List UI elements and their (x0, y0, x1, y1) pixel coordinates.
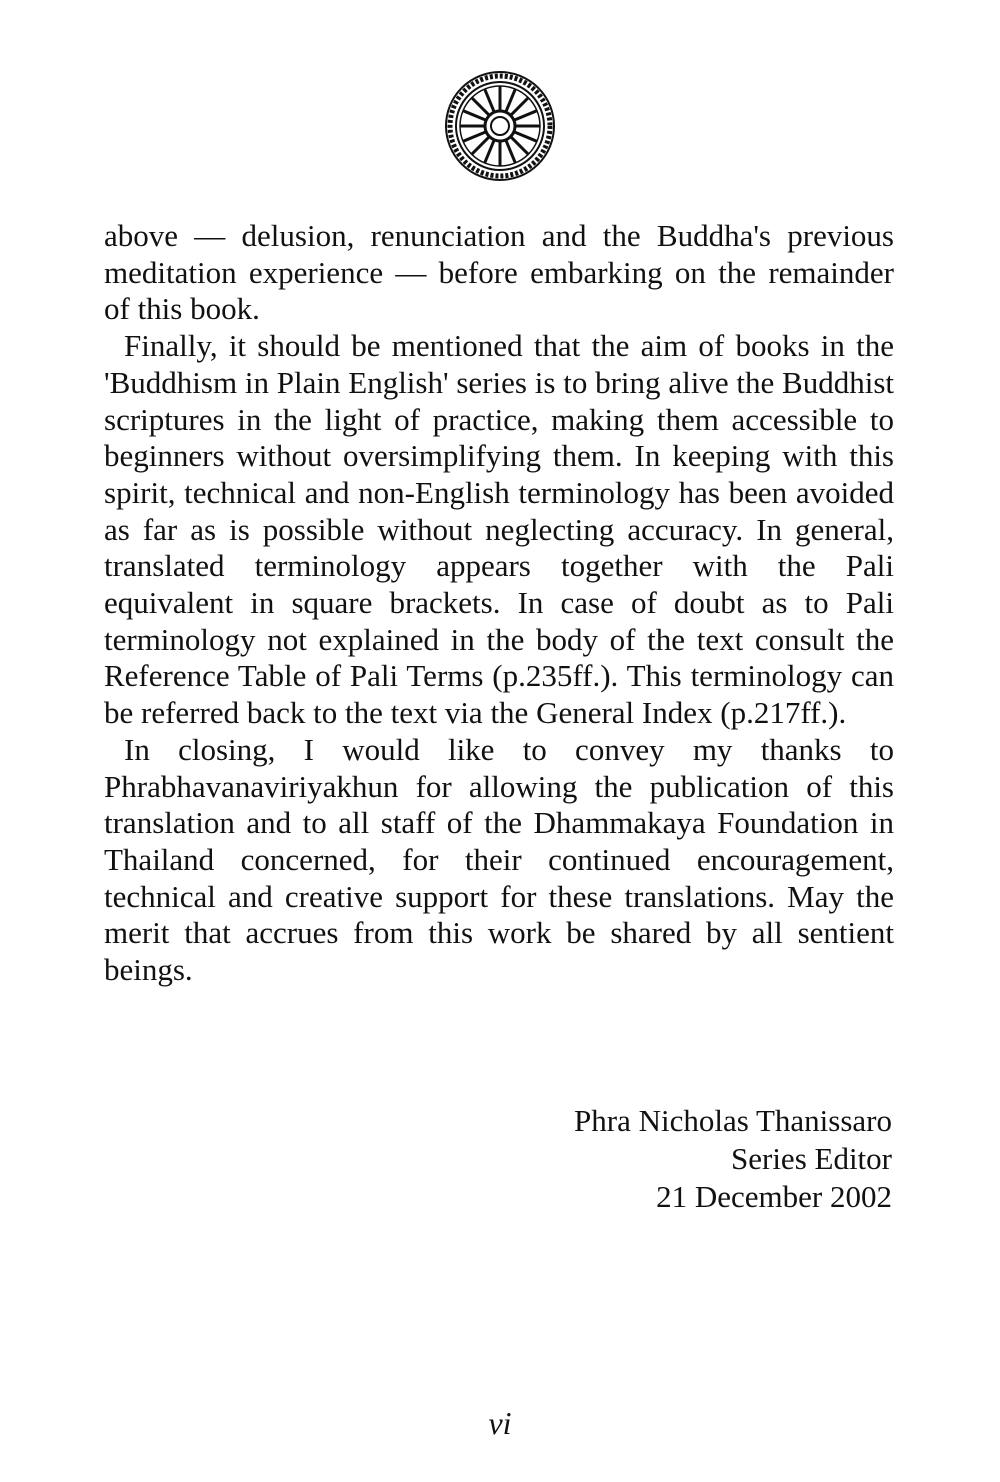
signature-date: 21 December 2002 (656, 1179, 892, 1214)
paragraph: above — delusion, renunciation and the Buddha's previous meditation experience — before embarking on the remainder of this book. (104, 218, 894, 327)
signature-role: Series Editor (731, 1141, 892, 1176)
dharma-wheel-icon (444, 70, 556, 182)
body-text (104, 218, 894, 989)
signature-block (420, 1102, 892, 1216)
paragraph: In closing, I would like to convey my thanks to Phrabhavanaviriyakhun for allowing the publication of this translation and to all staff of the Dhammakaya Foundation in Thailand concerned, for their continued encouragement, technical and creative support for these translations. May the merit that accrues from this work be shared by all sentient beings. (104, 731, 894, 988)
page-number: vi (488, 1405, 512, 1441)
paragraph: Finally, it should be mentioned that the aim of books in the 'Buddhism in Plain English' series is to bring alive the Buddhist scriptures in the light of practice, making them accessible to beginners without oversimplifying them. In keeping with this spirit, technical and non-English terminology has been avoided as far as is possible without neglecting accuracy. In general, translated terminology appears together with the Pali equivalent in square brackets. In case of doubt as to Pali terminology not explained in the body of the text consult the Reference Table of Pali Terms (p.235ff.). This terminology can be referred back to the text via the General Index (p.217ff.). (104, 328, 894, 731)
signature-name: Phra Nicholas Thanissaro (574, 1103, 892, 1138)
